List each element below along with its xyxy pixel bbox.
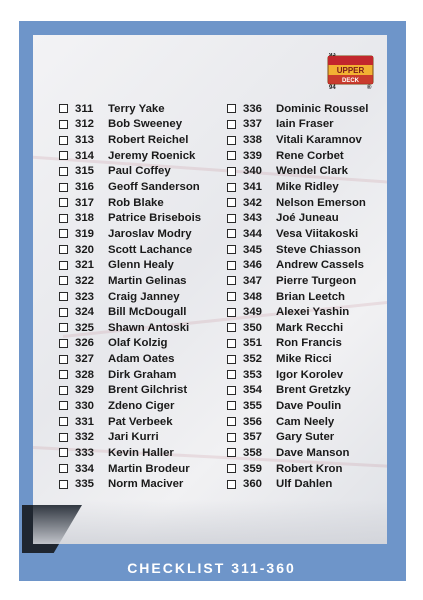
checklist-row bbox=[59, 148, 201, 164]
checkbox-icon bbox=[59, 151, 68, 160]
checklist-row bbox=[59, 273, 201, 289]
player-name: Dave Poulin bbox=[276, 399, 342, 412]
card-number: 326 bbox=[75, 337, 95, 350]
checklist-row bbox=[59, 195, 201, 211]
player-name: Vesa Viitakoski bbox=[276, 227, 359, 240]
player-name: Rene Corbet bbox=[276, 149, 344, 162]
logo-year-top: 93 bbox=[329, 53, 336, 58]
card-number: 324 bbox=[75, 306, 95, 319]
card-number: 332 bbox=[75, 431, 95, 444]
checklist-title: CHECKLIST 311-360 bbox=[127, 560, 296, 576]
card-number: 355 bbox=[243, 399, 263, 412]
checklist-row bbox=[59, 117, 201, 133]
card-number: 356 bbox=[243, 415, 263, 428]
checklist-row bbox=[227, 304, 368, 320]
checklist-row bbox=[59, 429, 201, 445]
checkbox-icon bbox=[59, 229, 68, 238]
card-number: 325 bbox=[75, 321, 95, 334]
card-number: 347 bbox=[243, 274, 263, 287]
checklist-row bbox=[227, 273, 368, 289]
checkbox-icon bbox=[59, 104, 68, 113]
card-number: 341 bbox=[243, 181, 263, 194]
checkbox-icon bbox=[227, 386, 236, 395]
checklist-row bbox=[59, 210, 201, 226]
card-number: 318 bbox=[75, 212, 95, 225]
checkbox-icon bbox=[59, 167, 68, 176]
card-number: 323 bbox=[75, 290, 95, 303]
player-name: Alexei Yashin bbox=[276, 306, 350, 319]
checklist-row bbox=[227, 132, 368, 148]
card-number: 348 bbox=[243, 290, 263, 303]
checklist-row bbox=[59, 257, 201, 273]
checklist-row bbox=[227, 320, 368, 336]
card-number: 315 bbox=[75, 165, 95, 178]
player-name: Andrew Cassels bbox=[276, 259, 364, 272]
checklist-row bbox=[227, 336, 368, 352]
registered-mark: ® bbox=[367, 85, 372, 89]
checklist-row bbox=[227, 179, 368, 195]
card-number: 351 bbox=[243, 337, 263, 350]
player-name: Brent Gretzky bbox=[276, 384, 351, 397]
player-name: Terry Yake bbox=[108, 102, 165, 115]
card-number: 336 bbox=[243, 102, 263, 115]
checkbox-icon bbox=[59, 245, 68, 254]
checkbox-icon bbox=[59, 386, 68, 395]
checkbox-icon bbox=[227, 370, 236, 379]
checkbox-icon bbox=[59, 433, 68, 442]
card-number: 343 bbox=[243, 212, 263, 225]
checkbox-icon bbox=[59, 370, 68, 379]
player-name: Pierre Turgeon bbox=[276, 274, 357, 287]
player-name: Robert Reichel bbox=[108, 134, 189, 147]
checkbox-icon bbox=[227, 292, 236, 301]
checklist-row bbox=[59, 367, 201, 383]
checklist-column-left bbox=[59, 101, 201, 492]
checkbox-icon bbox=[227, 151, 236, 160]
checklist-row bbox=[227, 257, 368, 273]
player-name: Pat Verbeek bbox=[108, 415, 173, 428]
checkbox-icon bbox=[59, 261, 68, 270]
card-number: 342 bbox=[243, 196, 263, 209]
checkbox-icon bbox=[227, 198, 236, 207]
card-number: 335 bbox=[75, 478, 95, 491]
player-name: Wendel Clark bbox=[276, 165, 348, 178]
upper-deck-logo bbox=[327, 53, 374, 89]
checkbox-icon bbox=[59, 308, 68, 317]
player-name: Adam Oates bbox=[108, 353, 175, 366]
card-number: 354 bbox=[243, 384, 263, 397]
player-name: Joé Juneau bbox=[276, 212, 339, 225]
checklist-row bbox=[227, 210, 368, 226]
card-number: 333 bbox=[75, 446, 95, 459]
player-name: Brian Leetch bbox=[276, 290, 345, 303]
player-name: Mike Ridley bbox=[276, 181, 339, 194]
card-number: 360 bbox=[243, 478, 263, 491]
card-number: 346 bbox=[243, 259, 263, 272]
card-number: 320 bbox=[75, 243, 95, 256]
player-name: Glenn Healy bbox=[108, 259, 174, 272]
checkbox-icon bbox=[59, 401, 68, 410]
player-name: Mike Ricci bbox=[276, 353, 332, 366]
checkbox-icon bbox=[227, 401, 236, 410]
checkbox-icon bbox=[59, 183, 68, 192]
player-name: Dave Manson bbox=[276, 446, 350, 459]
checklist-row bbox=[227, 461, 368, 477]
card-number: 349 bbox=[243, 306, 263, 319]
checkbox-icon bbox=[59, 136, 68, 145]
checkbox-icon bbox=[227, 104, 236, 113]
card-number: 328 bbox=[75, 368, 95, 381]
checklist-row bbox=[59, 179, 201, 195]
player-name: Zdeno Ciger bbox=[108, 399, 175, 412]
checklist-row bbox=[227, 383, 368, 399]
card-number: 312 bbox=[75, 118, 95, 131]
logo-wordmark-2: DECK bbox=[341, 78, 360, 84]
card-number: 345 bbox=[243, 243, 263, 256]
card-number: 350 bbox=[243, 321, 263, 334]
checkbox-icon bbox=[59, 355, 68, 364]
checkbox-icon bbox=[59, 448, 68, 457]
card-number: 329 bbox=[75, 384, 95, 397]
checkbox-icon bbox=[227, 183, 236, 192]
checkbox-icon bbox=[227, 355, 236, 364]
checkbox-icon bbox=[59, 292, 68, 301]
player-name: Iain Fraser bbox=[276, 118, 334, 131]
player-name: Jari Kurri bbox=[108, 431, 159, 444]
player-name: Paul Coffey bbox=[108, 165, 171, 178]
checklist-row bbox=[59, 336, 201, 352]
checkbox-icon bbox=[227, 167, 236, 176]
checkbox-icon bbox=[227, 433, 236, 442]
checklist-row bbox=[227, 367, 368, 383]
checklist-row bbox=[227, 351, 368, 367]
player-name: Martin Gelinas bbox=[108, 274, 187, 287]
card-number: 313 bbox=[75, 134, 95, 147]
card-number: 340 bbox=[243, 165, 263, 178]
checklist-row bbox=[59, 461, 201, 477]
card-number: 314 bbox=[75, 149, 95, 162]
checklist-row bbox=[59, 304, 201, 320]
checkbox-icon bbox=[227, 245, 236, 254]
logo-wordmark: UPPER bbox=[336, 66, 365, 75]
checklist-row bbox=[59, 164, 201, 180]
card-number: 334 bbox=[75, 462, 95, 475]
checkbox-icon bbox=[227, 308, 236, 317]
player-name: Dirk Graham bbox=[108, 368, 177, 381]
checkbox-icon bbox=[59, 214, 68, 223]
card-number: 359 bbox=[243, 462, 263, 475]
player-name: Dominic Roussel bbox=[276, 102, 369, 115]
checklist-row bbox=[59, 445, 201, 461]
card-number: 321 bbox=[75, 259, 95, 272]
player-name: Norm Maciver bbox=[108, 478, 184, 491]
card-number: 319 bbox=[75, 227, 95, 240]
player-name: Craig Janney bbox=[108, 290, 180, 303]
player-name: Rob Blake bbox=[108, 196, 164, 209]
checklist-row bbox=[59, 476, 201, 492]
checklist-row bbox=[59, 351, 201, 367]
checklist-row bbox=[227, 476, 368, 492]
checkbox-icon bbox=[59, 464, 68, 473]
card-number: 339 bbox=[243, 149, 263, 162]
checklist-row bbox=[227, 164, 368, 180]
player-name: Robert Kron bbox=[276, 462, 343, 475]
card-number: 317 bbox=[75, 196, 95, 209]
checkbox-icon bbox=[59, 480, 68, 489]
checklist-row bbox=[227, 226, 368, 242]
player-name: Kevin Haller bbox=[108, 446, 174, 459]
checkbox-icon bbox=[59, 339, 68, 348]
player-name: Ron Francis bbox=[276, 337, 342, 350]
card-number: 353 bbox=[243, 368, 263, 381]
card-number: 311 bbox=[75, 102, 94, 115]
checklist-row bbox=[227, 414, 368, 430]
logo-year-bottom: 94 bbox=[329, 85, 336, 89]
checklist-row bbox=[59, 383, 201, 399]
player-name: Scott Lachance bbox=[108, 243, 193, 256]
checkbox-icon bbox=[59, 120, 68, 129]
player-name: Jeremy Roenick bbox=[108, 149, 196, 162]
player-name: Nelson Emerson bbox=[276, 196, 366, 209]
checklist-row bbox=[227, 289, 368, 305]
checklist-row bbox=[59, 242, 201, 258]
card-number: 316 bbox=[75, 181, 95, 194]
player-name: Steve Chiasson bbox=[276, 243, 361, 256]
checklist-row bbox=[227, 148, 368, 164]
card-number: 322 bbox=[75, 274, 95, 287]
checklist-row bbox=[227, 398, 368, 414]
player-name: Shawn Antoski bbox=[108, 321, 190, 334]
checklist-row bbox=[59, 398, 201, 414]
player-name: Gary Suter bbox=[276, 431, 335, 444]
player-name: Martin Brodeur bbox=[108, 462, 190, 475]
card-number: 338 bbox=[243, 134, 263, 147]
player-name: Igor Korolev bbox=[276, 368, 344, 381]
checklist-row bbox=[59, 289, 201, 305]
player-name: Brent Gilchrist bbox=[108, 384, 188, 397]
card-number: 357 bbox=[243, 431, 263, 444]
player-name: Ulf Dahlen bbox=[276, 478, 333, 491]
card-number: 330 bbox=[75, 399, 95, 412]
card-number: 331 bbox=[75, 415, 95, 428]
checkbox-icon bbox=[227, 229, 236, 238]
checkbox-icon bbox=[227, 339, 236, 348]
checkbox-icon bbox=[59, 276, 68, 285]
checklist-row bbox=[227, 429, 368, 445]
player-name: Mark Recchi bbox=[276, 321, 344, 334]
checkbox-icon bbox=[59, 417, 68, 426]
checkbox-icon bbox=[227, 214, 236, 223]
player-name: Jaroslav Modry bbox=[108, 227, 192, 240]
checkbox-icon bbox=[227, 480, 236, 489]
player-name: Patrice Brisebois bbox=[108, 212, 202, 225]
checklist-row bbox=[227, 445, 368, 461]
player-name: Cam Neely bbox=[276, 415, 335, 428]
player-name: Vitali Karamnov bbox=[276, 134, 362, 147]
checklist-column-right bbox=[227, 101, 368, 492]
player-name: Bob Sweeney bbox=[108, 118, 183, 131]
checkbox-icon bbox=[227, 464, 236, 473]
checklist-row bbox=[227, 195, 368, 211]
checklist-row bbox=[59, 414, 201, 430]
card-number: 337 bbox=[243, 118, 263, 131]
checkbox-icon bbox=[59, 323, 68, 332]
player-name: Geoff Sanderson bbox=[108, 181, 200, 194]
checklist-row bbox=[59, 226, 201, 242]
checkbox-icon bbox=[227, 136, 236, 145]
checklist-row bbox=[59, 320, 201, 336]
checklist-row bbox=[227, 101, 368, 117]
checkbox-icon bbox=[227, 448, 236, 457]
checkbox-icon bbox=[227, 276, 236, 285]
card-number: 352 bbox=[243, 353, 263, 366]
checkbox-icon bbox=[227, 323, 236, 332]
player-name: Olaf Kolzig bbox=[108, 337, 168, 350]
checklist-row bbox=[227, 242, 368, 258]
checkbox-icon bbox=[59, 198, 68, 207]
checkbox-icon bbox=[227, 261, 236, 270]
checkbox-icon bbox=[227, 120, 236, 129]
checkbox-icon bbox=[227, 417, 236, 426]
ice-shade bbox=[33, 500, 387, 544]
player-name: Bill McDougall bbox=[108, 306, 187, 319]
card-number: 327 bbox=[75, 353, 95, 366]
checklist-row bbox=[59, 101, 201, 117]
checklist-row bbox=[227, 117, 368, 133]
card-number: 344 bbox=[243, 227, 263, 240]
card-number: 358 bbox=[243, 446, 263, 459]
checklist-row bbox=[59, 132, 201, 148]
